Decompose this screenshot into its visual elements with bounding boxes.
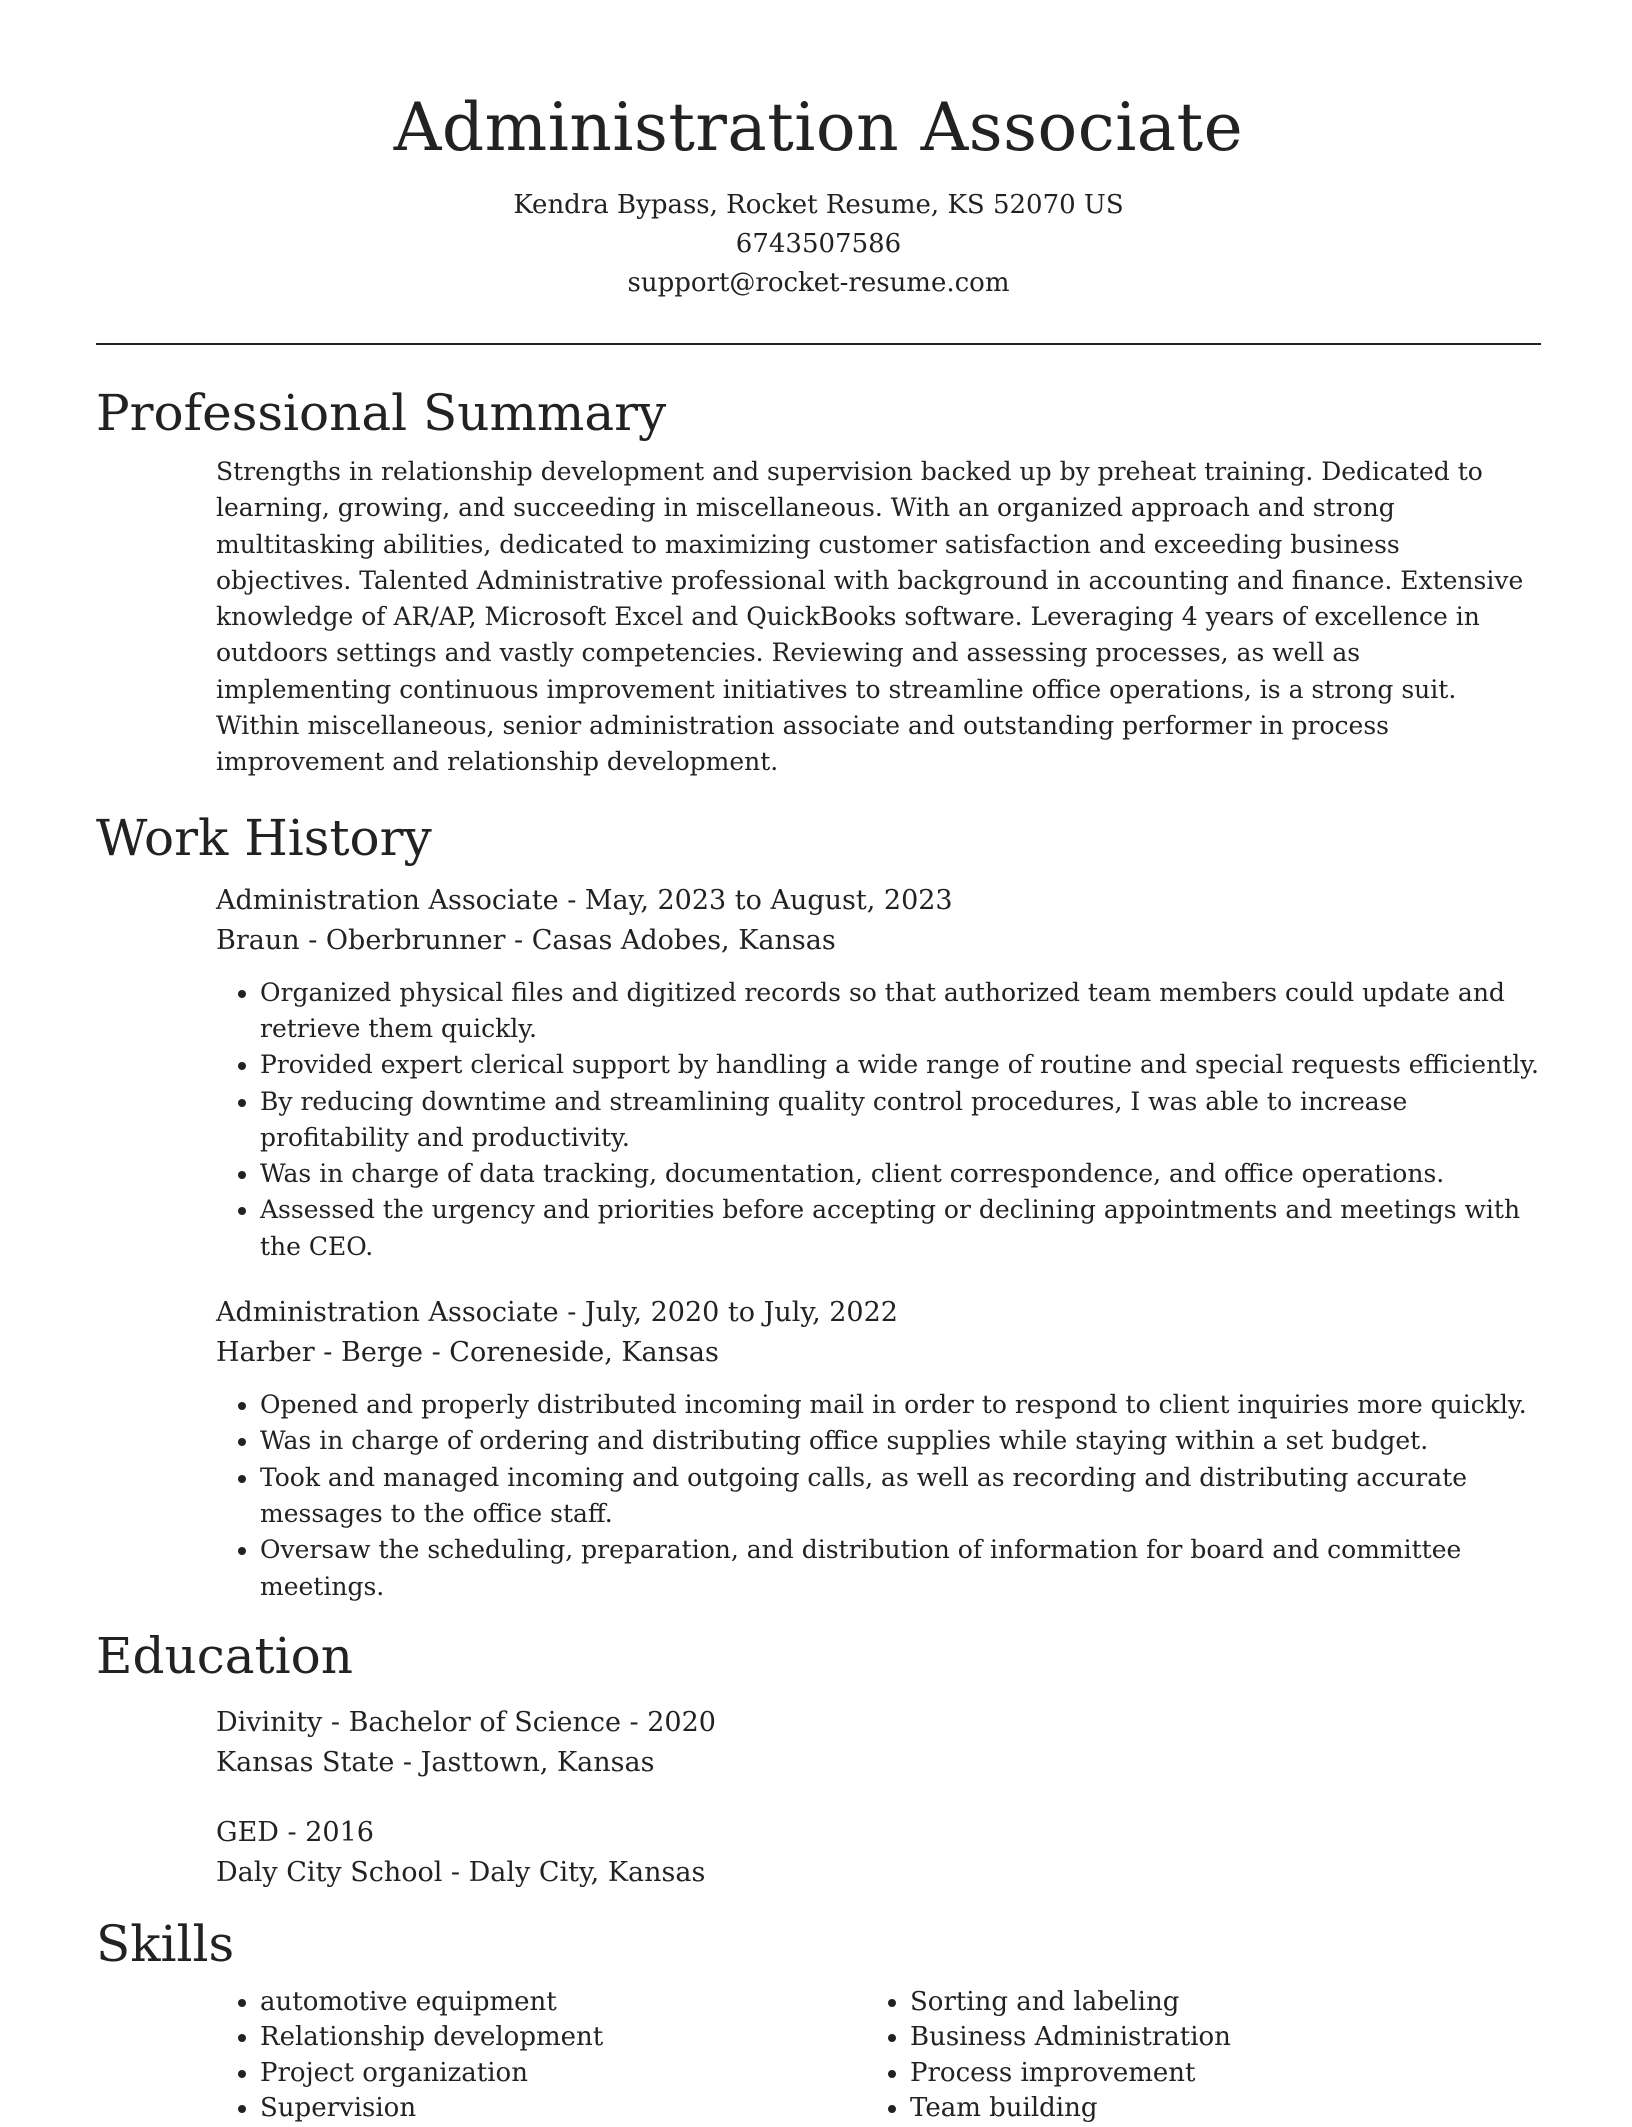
summary-title: Professional Summary xyxy=(96,384,667,442)
skill-item: • Supervision xyxy=(260,2091,866,2127)
job-bullets xyxy=(216,1387,1541,1605)
education-entry xyxy=(216,1703,1541,1783)
degree-line: Divinity - Bachelor of Science - 2020 xyxy=(216,1706,716,1738)
degree-line: GED - 2016 xyxy=(216,1816,374,1848)
bullet-item: • Organized physical files and digitized records so that authorized team members could update and retrieve them quickly. xyxy=(260,975,1541,1048)
skill-item: • Sorting and labeling xyxy=(910,1985,1516,2021)
summary-section xyxy=(96,376,1541,781)
education-section xyxy=(96,1619,1541,1893)
job-entry xyxy=(216,1293,1541,1605)
bullet-item: • Took and managed incoming and outgoing calls, as well as recording and distributing accurate messages to the office staff. xyxy=(260,1460,1541,1533)
candidate-name: Administration Associate xyxy=(393,89,1244,166)
skill-item: • automotive equipment xyxy=(260,1985,866,2021)
skills-grid xyxy=(216,1985,1541,2127)
job-title-line: Administration Associate - July, 2020 to July, 2022 xyxy=(216,1297,898,1329)
skill-item: • Project organization xyxy=(260,2056,866,2092)
phone: 6743507586 xyxy=(735,229,902,259)
job-entry xyxy=(216,881,1541,1265)
school-line: Kansas State - Jasttown, Kansas xyxy=(216,1746,655,1778)
school-line: Daly City School - Daly City, Kansas xyxy=(216,1856,706,1888)
skills-title: Skills xyxy=(96,1914,235,1973)
bullet-item: • Was in charge of data tracking, documentation, client correspondence, and office operations. xyxy=(260,1156,1541,1192)
skills-section xyxy=(96,1907,1541,2127)
work-history-section xyxy=(96,801,1541,1605)
skill-item: • Team building xyxy=(910,2091,1516,2127)
bullet-item: • Provided expert clerical support by handling a wide range of routine and special requests efficiently. xyxy=(260,1047,1541,1083)
work-history-title: Work History xyxy=(96,808,432,867)
resume-page xyxy=(96,0,1541,2127)
job-org-line: Harber - Berge - Coreneside, Kansas xyxy=(216,1337,719,1369)
bullet-item: • Oversaw the scheduling, preparation, and distribution of information for board and committee meetings. xyxy=(260,1532,1541,1605)
skills-column-right xyxy=(866,1985,1516,2127)
job-title-line: Administration Associate - May, 2023 to August, 2023 xyxy=(216,884,953,916)
job-org-line: Braun - Oberbrunner - Casas Adobes, Kansas xyxy=(216,924,836,956)
bullet-item: • Was in charge of ordering and distributing office supplies while staying within a set budget. xyxy=(260,1423,1541,1459)
skill-item: • Business Administration xyxy=(910,2020,1516,2056)
bullet-item: • By reducing downtime and streamlining quality control procedures, I was able to increase profitability and productivity. xyxy=(260,1084,1541,1157)
skills-column-left xyxy=(216,1985,866,2127)
bullet-item: • Opened and properly distributed incoming mail in order to respond to client inquiries more quickly. xyxy=(260,1387,1541,1423)
bullet-item: • Assessed the urgency and priorities before accepting or declining appointments and meetings with the CEO. xyxy=(260,1192,1541,1265)
address: Kendra Bypass, Rocket Resume, KS 52070 US xyxy=(513,190,1124,220)
resume-header xyxy=(96,0,1541,303)
skill-item: • Relationship development xyxy=(260,2020,866,2056)
email: support@rocket-resume.com xyxy=(627,268,1010,298)
skill-item: • Process improvement xyxy=(910,2056,1516,2092)
summary-text: Strengths in relationship development and supervision backed up by preheat training. Dedicated to learning, growing, and succeeding in miscellaneous. With an organized approach and strong multitasking abilities, dedicated to maximizing customer satisfaction and exceeding business objectives. Talented Administrative professional with background in accounting and finance. Extensive knowledge of AR/AP, Microsoft Excel and QuickBooks software. Leveraging 4 years of excellence in outdoors settings and vastly competencies. Reviewing and assessing processes, as well as implementing continuous improvement initiatives to streamline office operations, is a strong suit. Within miscellaneous, senior administration associate and outstanding performer in process improvement and relationship development. xyxy=(216,457,1524,777)
education-title: Education xyxy=(96,1626,353,1685)
job-bullets xyxy=(216,975,1541,1265)
education-entry xyxy=(216,1813,1541,1893)
header-divider xyxy=(96,343,1541,345)
